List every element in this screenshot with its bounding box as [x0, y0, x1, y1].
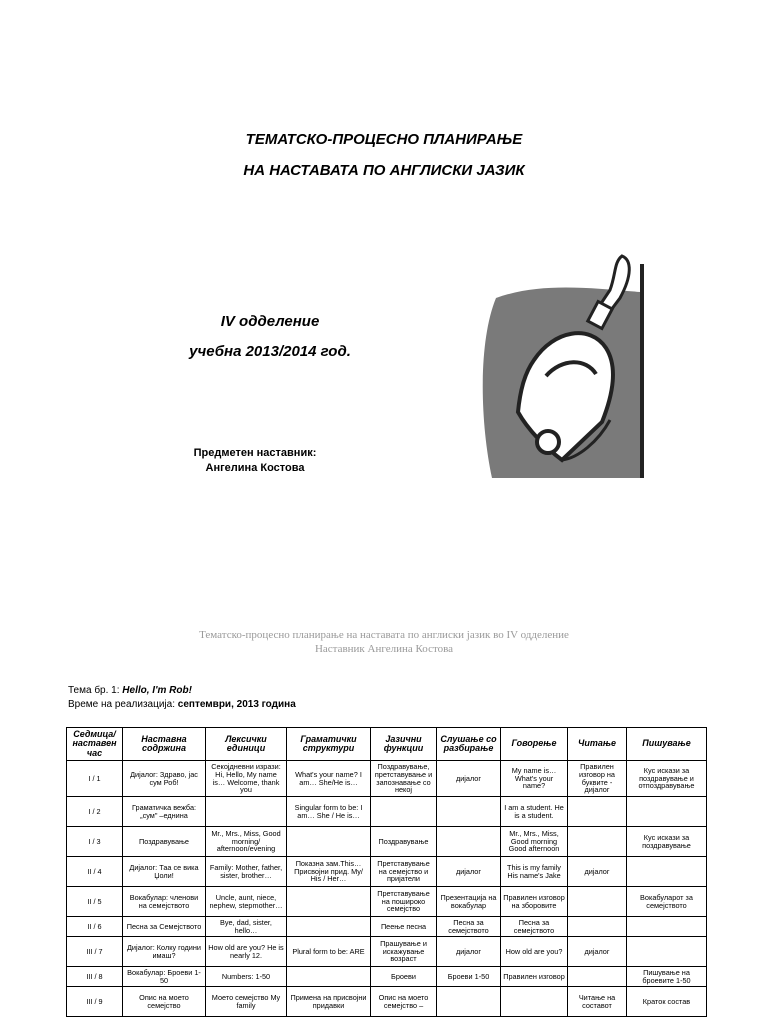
- table-cell: Кус искази за поздравување и отпоздравување: [627, 761, 707, 797]
- table-cell: Вокабулар: членови на семејството: [123, 887, 206, 917]
- table-header-row: [67, 728, 707, 761]
- table-cell: Претставување на семејство и пријатели: [371, 857, 437, 887]
- table-cell: III / 8: [67, 967, 123, 987]
- column-header: Јазични функции: [371, 728, 437, 761]
- table-cell: III / 7: [67, 937, 123, 967]
- table-cell: Песна за Семејството: [123, 917, 206, 937]
- table-cell: [437, 827, 501, 857]
- table-cell: II / 6: [67, 917, 123, 937]
- table-cell: Показна зам.This… Присвојни прид. My/ His / Her…: [287, 857, 371, 887]
- theme-title: Hello, I'm Rob!: [122, 685, 192, 696]
- column-header: Говорење: [501, 728, 568, 761]
- table-cell: II / 5: [67, 887, 123, 917]
- table-cell: III / 9: [67, 987, 123, 1017]
- table-cell: Пеење песна: [371, 917, 437, 937]
- running-header-line-2: Наставник Ангелина Костова: [314, 643, 454, 655]
- table-cell: [287, 917, 371, 937]
- table-cell: Вокабуларот за семејството: [627, 887, 707, 917]
- table-cell: дијалог: [437, 857, 501, 887]
- table-cell: [206, 797, 287, 827]
- table-cell: Броеви 1-50: [437, 967, 501, 987]
- table-cell: [627, 937, 707, 967]
- table-cell: Вокабулар: Броеви 1-50: [123, 967, 206, 987]
- table-cell: Примена на присвојни придавки: [287, 987, 371, 1017]
- table-cell: [627, 857, 707, 887]
- table-cell: Uncle, aunt, niece, nephew, stepmother…: [206, 887, 287, 917]
- table-cell: I / 2: [67, 797, 123, 827]
- column-header: Читање: [568, 728, 627, 761]
- table-cell: Секојдневни изрази: Hi, Hello, My name is… Welcome, thank you: [206, 761, 287, 797]
- theme-line: [68, 685, 192, 696]
- table-cell: Читање на составот: [568, 987, 627, 1017]
- table-cell: Family: Mother, father, sister, brother…: [206, 857, 287, 887]
- table-cell: Дијалог: Здраво, јас сум Роб!: [123, 761, 206, 797]
- table-cell: Краток состав: [627, 987, 707, 1017]
- table-cell: Опис на моето семејство: [123, 987, 206, 1017]
- table-cell: I / 1: [67, 761, 123, 797]
- teacher-name: Ангелина Костова: [205, 462, 305, 474]
- table-cell: Singular form to be: I am… She / He is…: [287, 797, 371, 827]
- table-cell: [287, 967, 371, 987]
- table-cell: My name is… What's your name?: [501, 761, 568, 797]
- school-year-label: учебна 2013/2014 год.: [189, 343, 351, 360]
- period-label: Време на реализација:: [68, 699, 175, 710]
- table-cell: [568, 797, 627, 827]
- table-cell: [568, 967, 627, 987]
- grade-label: IV одделение: [220, 313, 320, 330]
- table-row: [67, 967, 707, 987]
- table-cell: What's your name? I am… She/He is…: [287, 761, 371, 797]
- table-cell: Bye, dad, sister, hello…: [206, 917, 287, 937]
- table-cell: [437, 797, 501, 827]
- table-cell: I / 3: [67, 827, 123, 857]
- column-header: Лексички единици: [206, 728, 287, 761]
- table-cell: [371, 797, 437, 827]
- table-cell: Поздравување, претставување и запознавање со некој: [371, 761, 437, 797]
- table-cell: [287, 827, 371, 857]
- table-cell: Граматичка вежба: „сум" –еднина: [123, 797, 206, 827]
- table-cell: [501, 987, 568, 1017]
- table-cell: Дијалог: Колку години имаш?: [123, 937, 206, 967]
- table-cell: дијалог: [437, 761, 501, 797]
- table-cell: [627, 797, 707, 827]
- table-cell: Правилен изговор на буквите - дијалог: [568, 761, 627, 797]
- running-header-line-1: Тематско-процесно планирање на наставата по англиски јазик во IV одделение: [199, 629, 569, 641]
- table-cell: This is my family His name's Jake: [501, 857, 568, 887]
- table-cell: дијалог: [568, 857, 627, 887]
- table-cell: Претставување на пошироко семејство: [371, 887, 437, 917]
- table-cell: Mr., Mrs., Miss, Good morning/ afternoon/evening: [206, 827, 287, 857]
- table-row: [67, 887, 707, 917]
- table-cell: [568, 827, 627, 857]
- table-cell: Песна за семејството: [501, 917, 568, 937]
- table-cell: Поздравување: [371, 827, 437, 857]
- column-header: Наставна содржина: [123, 728, 206, 761]
- table-cell: [627, 917, 707, 937]
- table-cell: Пишување на броевите 1-50: [627, 967, 707, 987]
- table-cell: Правилен изговор: [501, 967, 568, 987]
- table-cell: Прашување и искажување возраст: [371, 937, 437, 967]
- table-row: [67, 987, 707, 1017]
- planning-table: [66, 727, 707, 1017]
- table-cell: [568, 917, 627, 937]
- table-row: [67, 917, 707, 937]
- column-header: Граматички структури: [287, 728, 371, 761]
- document-title-line-1: ТЕМАТСКО-ПРОЦЕСНО ПЛАНИРАЊЕ: [245, 131, 523, 148]
- table-cell: II / 4: [67, 857, 123, 887]
- table-row: [67, 827, 707, 857]
- table-cell: [568, 887, 627, 917]
- column-header: Пишување: [627, 728, 707, 761]
- period-line: [68, 699, 296, 710]
- table-cell: Plural form to be: ARE: [287, 937, 371, 967]
- theme-label: Тема бр. 1:: [68, 685, 120, 696]
- document-title-line-2: НА НАСТАВАТА ПО АНГЛИСКИ ЈАЗИК: [243, 162, 525, 179]
- period-value: септември, 2013 година: [177, 699, 296, 710]
- table-cell: Опис на моето семејство –: [371, 987, 437, 1017]
- table-cell: дијалог: [437, 937, 501, 967]
- table-cell: How old are you? He is nearly 12.: [206, 937, 287, 967]
- table-row: [67, 857, 707, 887]
- teacher-label: Предметен наставник:: [193, 447, 317, 459]
- table-cell: [437, 987, 501, 1017]
- table-row: [67, 797, 707, 827]
- table-cell: Правилен изговор на зборовите: [501, 887, 568, 917]
- table-cell: I am a student. He is a student.: [501, 797, 568, 827]
- table-row: [67, 761, 707, 797]
- table-cell: дијалог: [568, 937, 627, 967]
- column-header: Седмица/ наставен час: [67, 728, 123, 761]
- table-cell: Numbers: 1-50: [206, 967, 287, 987]
- table-cell: Моето семејство My family: [206, 987, 287, 1017]
- table-cell: Кус искази за поздравување: [627, 827, 707, 857]
- table-body: [67, 761, 707, 1017]
- table-cell: How old are you?: [501, 937, 568, 967]
- table-cell: [287, 887, 371, 917]
- table-cell: Mr., Mrs., Miss, Good morning Good afternoon: [501, 827, 568, 857]
- school-bell-icon: [470, 252, 646, 482]
- table-cell: Презентација на вокабулар: [437, 887, 501, 917]
- table-cell: Дијалог: Таа се вика Џоли!: [123, 857, 206, 887]
- table-cell: Песна за семејството: [437, 917, 501, 937]
- table-cell: Броеви: [371, 967, 437, 987]
- table-cell: Поздравување: [123, 827, 206, 857]
- column-header: Слушање со разбирање: [437, 728, 501, 761]
- table-row: [67, 937, 707, 967]
